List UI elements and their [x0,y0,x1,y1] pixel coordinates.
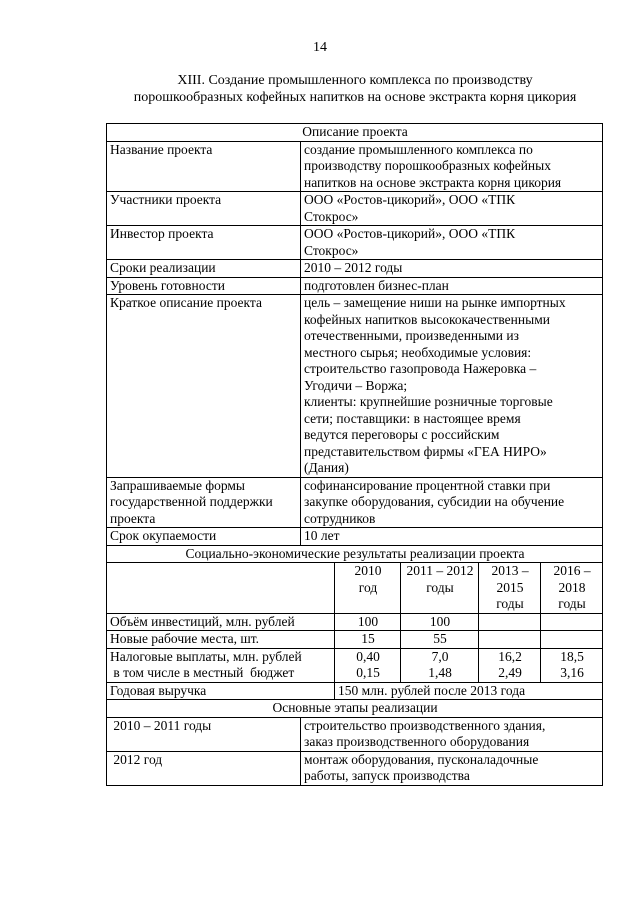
stage-period: 2010 – 2011 годы [107,717,301,751]
value-cell: 16,2 2,49 [479,648,541,682]
value-cell: 100 [401,613,479,631]
header-2016-2018: 2016 – 2018 годы [541,563,603,614]
header-2013-2015: 2013 – 2015 годы [479,563,541,614]
table-row [107,717,603,751]
table-row [107,613,603,631]
row-value: 2010 – 2012 годы [301,260,603,278]
row-label: Запрашиваемые формы государственной поддержки проекта [107,477,301,528]
value-cell: 55 [401,631,479,649]
stage-description: монтаж оборудования, пусконаладочные работы, запуск производства [301,751,603,785]
row-value: ООО «Ростов-цикорий», ООО «ТПК Стокрос» [301,192,603,226]
section-title-description: Описание проекта [107,124,603,142]
row-label: Годовая выручка [107,682,335,700]
table-row [107,277,603,295]
row-label: Новые рабочие места, шт. [107,631,335,649]
stage-description: строительство производственного здания, заказ производственного оборудования [301,717,603,751]
table-row [107,477,603,528]
table-row [107,141,603,192]
table-row [107,528,603,546]
row-value: ООО «Ростов-цикорий», ООО «ТПК Стокрос» [301,226,603,260]
section-header-row [107,545,603,563]
table-row [107,751,603,785]
value-cell: 0,40 0,15 [335,648,401,682]
results-header-row [107,563,603,614]
section-header-row [107,700,603,718]
section-title-results: Социально-экономические результаты реализации проекта [107,545,603,563]
row-label: Налоговые выплаты, млн. рублей в том числе в местный бюджет [107,648,335,682]
table-row [107,631,603,649]
page-number: 14 [313,40,327,55]
table-row [107,260,603,278]
title-line: порошкообразных кофейных напитков на основе экстракта корня цикория [133,90,577,105]
value-cell [541,631,603,649]
row-value: подготовлен бизнес-план [301,277,603,295]
row-value: создание промышленного комплекса по производству порошкообразных кофейных напитков на основе экстракта корня цикория [301,141,603,192]
stage-period: 2012 год [107,751,301,785]
header-2010: 2010 год [335,563,401,614]
title-line: XIII. Создание промышленного комплекса по производству [177,73,533,88]
row-value: 10 лет [301,528,603,546]
row-value: софинансирование процентной ставки при закупке оборудования, субсидии на обучение сотрудников [301,477,603,528]
row-label: Название проекта [107,141,301,192]
table-row [107,682,603,700]
row-label: Объём инвестиций, млн. рублей [107,613,335,631]
row-value: цель – замещение ниши на рынке импортных кофейных напитков высококачественными отечественными, произведенными из местного сырья; необходимые условия: строительство газопровода Нажеровка – Угодичи – Воржа; клиенты: крупнейшие розничные торговые сети; поставщики: в настоящее время ведутся переговоры с российским представительством фирмы «ГЕА НИРО» (Дания) [301,295,603,478]
value-cell: 15 [335,631,401,649]
value-cell: 18,5 3,16 [541,648,603,682]
table-row [107,295,603,478]
row-value: 150 млн. рублей после 2013 года [335,682,603,700]
header-empty-cell [107,563,335,614]
value-cell: 7,0 1,48 [401,648,479,682]
header-2011-2012: 2011 – 2012 годы [401,563,479,614]
section-header-row [107,124,603,142]
table-row [107,226,603,260]
value-cell: 100 [335,613,401,631]
value-cell [479,631,541,649]
row-label: Краткое описание проекта [107,295,301,478]
section-title-stages: Основные этапы реализации [107,700,603,718]
row-label: Участники проекта [107,192,301,226]
row-label: Сроки реализации [107,260,301,278]
document-title [95,72,615,106]
value-cell [541,613,603,631]
value-cell [479,613,541,631]
table-row [107,648,603,682]
row-label: Инвестор проекта [107,226,301,260]
table-row [107,192,603,226]
row-label: Срок окупаемости [107,528,301,546]
project-table [106,123,603,786]
row-label: Уровень готовности [107,277,301,295]
